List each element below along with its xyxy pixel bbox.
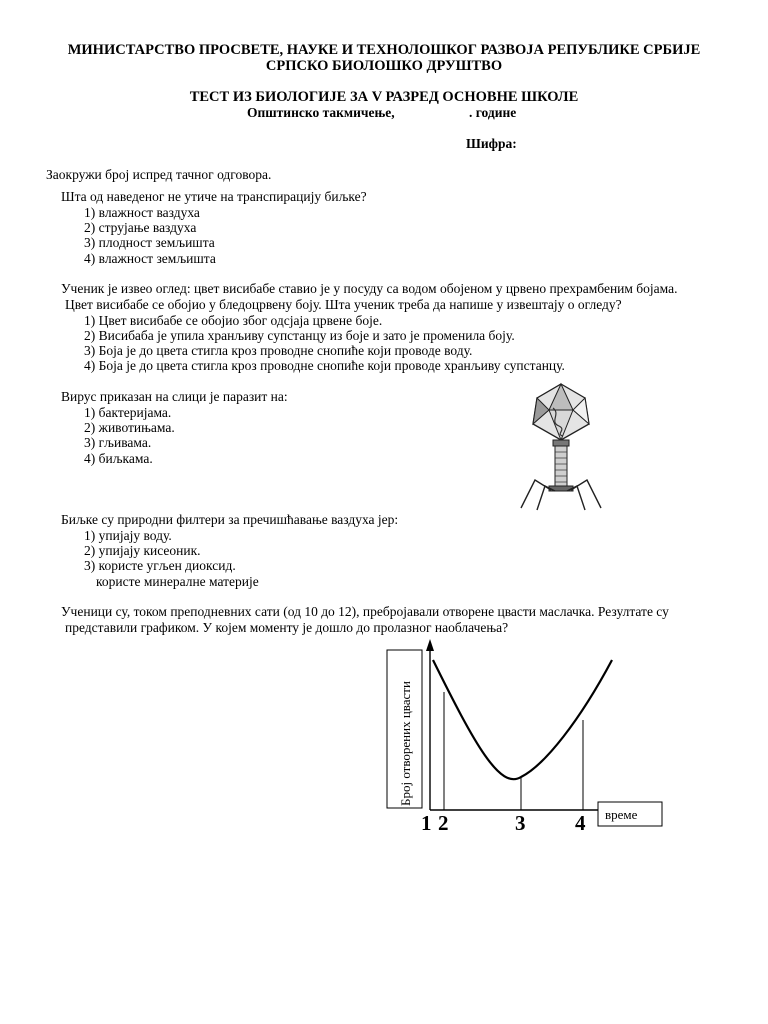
x-marker-3: 3 — [515, 811, 526, 835]
question-2-line-2: Цвет висибабе се обојио у бледоцрвену боју. Шта ученик треба да напише у извештају о огледу? — [65, 297, 622, 312]
y-axis-arrow — [426, 639, 434, 651]
q3-option-4: 4) биљкама. — [84, 451, 153, 466]
test-title: ТЕСТ ИЗ БИОЛОГИЈЕ ЗА V РАЗРЕД ОСНОВНЕ ШКОЛЕ — [189, 89, 579, 105]
y-axis-label: Број отворених цвасти — [398, 681, 413, 806]
q4-option-1: 1) упијају воду. — [84, 528, 172, 543]
q3-option-3: 3) гљивама. — [84, 435, 152, 450]
q1-option-4: 4) влажност земљишта — [84, 251, 216, 266]
q2-option-4: 4) Боја је до цвета стигла кроз проводне снопиће који проводе хранљиву супстанцу. — [84, 358, 565, 373]
q3-option-2: 2) животињама. — [84, 420, 175, 435]
x-marker-2: 2 — [438, 811, 449, 835]
q4-option-4: користе минералне материје — [96, 574, 259, 589]
q1-option-1: 1) влажност ваздуха — [84, 205, 200, 220]
q1-option-3: 3) плодност земљишта — [84, 235, 215, 250]
society-heading: СРПСКО БИОЛОШКО ДРУШТВО — [265, 58, 503, 74]
competition-label: Општинско такмичење, — [247, 105, 395, 120]
q3-option-1: 1) бактеријама. — [84, 405, 172, 420]
question-1-text: Шта од наведеног не утиче на транспирацију биљке? — [61, 189, 367, 204]
q2-option-3: 3) Боја је до цвета стигла кроз проводне снопиће који проводе воду. — [84, 343, 473, 358]
x-axis-label: време — [605, 807, 638, 822]
instruction-text: Заокружи број испред тачног одговора. — [46, 167, 272, 182]
question-5-line-2: представили графиком. У којем моменту је дошло до пролазног наоблачења? — [65, 620, 509, 635]
q4-option-3: 3) користе угљен диоксид. — [84, 558, 236, 573]
curve-series — [433, 660, 612, 779]
dandelion-chart — [380, 635, 680, 835]
code-label: Шифра: — [466, 136, 517, 151]
question-2-line-1: Ученик је извео оглед: цвет висибабе ставио је у посуду са водом обојеном у црвено прехрамбеним бојама. — [61, 281, 678, 296]
q2-option-1: 1) Цвет висибабе се обојио због одсјаја црвене боје. — [84, 313, 383, 328]
question-4-text: Биљке су природни филтери за пречишћавање ваздуха јер: — [61, 512, 399, 527]
q4-option-2: 2) упијају кисеоник. — [84, 543, 201, 558]
x-marker-1: 1 — [421, 811, 432, 835]
question-5-line-1: Ученици су, током преподневних сати (од 10 до 12), пребројавали отворене цвасти маслачка. Резултате су — [61, 604, 669, 619]
q1-option-2: 2) струјање ваздуха — [84, 220, 197, 235]
x-marker-4: 4 — [575, 811, 586, 835]
bacteriophage-virus-image — [515, 380, 607, 515]
ministry-heading: МИНИСТАРСТВО ПРОСВЕТЕ, НАУКЕ И ТЕХНОЛОШКОГ РАЗВОЈА РЕПУБЛИКЕ СРБИЈЕ — [67, 42, 701, 58]
question-3-text: Вирус приказан на слици је паразит на: — [61, 389, 288, 404]
q2-option-2: 2) Висибаба је упила хранљиву супстанцу из боје и зато је променила боју. — [84, 328, 515, 343]
year-label: . године — [469, 105, 517, 120]
